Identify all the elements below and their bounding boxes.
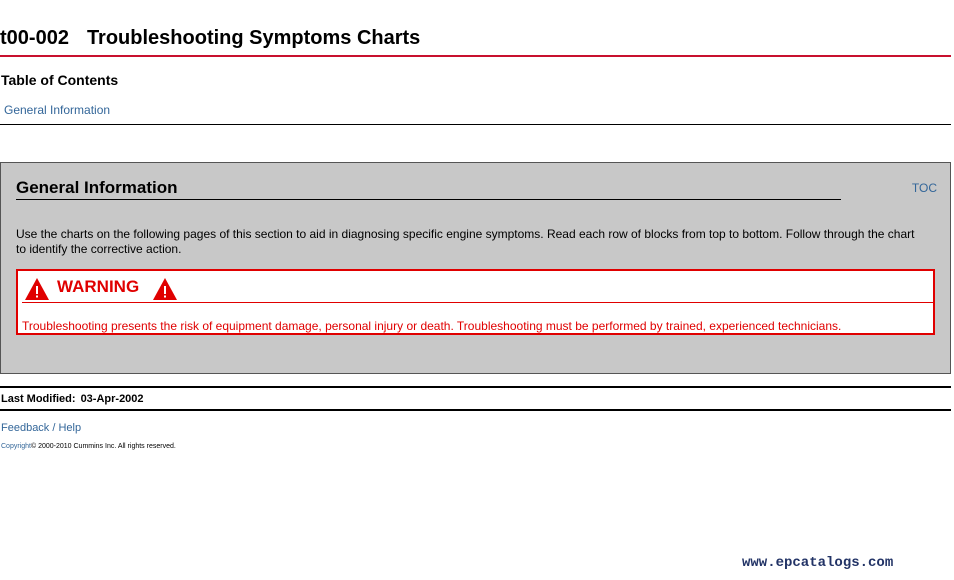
copyright-link[interactable]: Copyright (1, 443, 31, 450)
document-id: t00-002 (0, 27, 69, 49)
copyright-notice (1, 443, 176, 450)
footer-divider-top (0, 386, 951, 388)
document-title: Troubleshooting Symptoms Charts (86, 27, 421, 49)
warning-label: WARNING (57, 277, 140, 296)
last-modified-date: 03-Apr-2002 (80, 393, 144, 405)
toc-heading: Table of Contents (1, 72, 119, 88)
feedback-help-link[interactable]: Feedback / Help (1, 422, 82, 434)
footer-divider-bottom (0, 409, 951, 411)
copyright-text: © 2000-2010 Cummins Inc. All rights reserved. (30, 443, 176, 450)
title-divider (0, 55, 951, 57)
section-title-underline (16, 199, 841, 200)
warning-box (16, 269, 935, 335)
page-title (0, 27, 420, 50)
section-title: General Information (16, 178, 178, 197)
watermark: www.epcatalogs.com (742, 555, 894, 571)
warning-triangle-icon (152, 277, 178, 301)
warning-triangle-icon (24, 277, 50, 301)
general-information-section (0, 162, 951, 374)
warning-divider (22, 302, 933, 303)
toc-divider (0, 124, 951, 125)
last-modified (1, 393, 144, 405)
section-body-text: Use the charts on the following pages of this section to aid in diagnosing specific engine symptoms. Read each row of blocks from top to bottom. Follow through the chart to identify the corrective action. (16, 227, 915, 256)
toc-back-link[interactable]: TOC (911, 181, 937, 195)
warning-text: Troubleshooting presents the risk of equipment damage, personal injury or death. Troubleshooting must be performed by trained, experienced technicians. (22, 319, 842, 333)
last-modified-label: Last Modified: (1, 393, 76, 405)
toc-link-general-information[interactable]: General Information (4, 103, 111, 117)
